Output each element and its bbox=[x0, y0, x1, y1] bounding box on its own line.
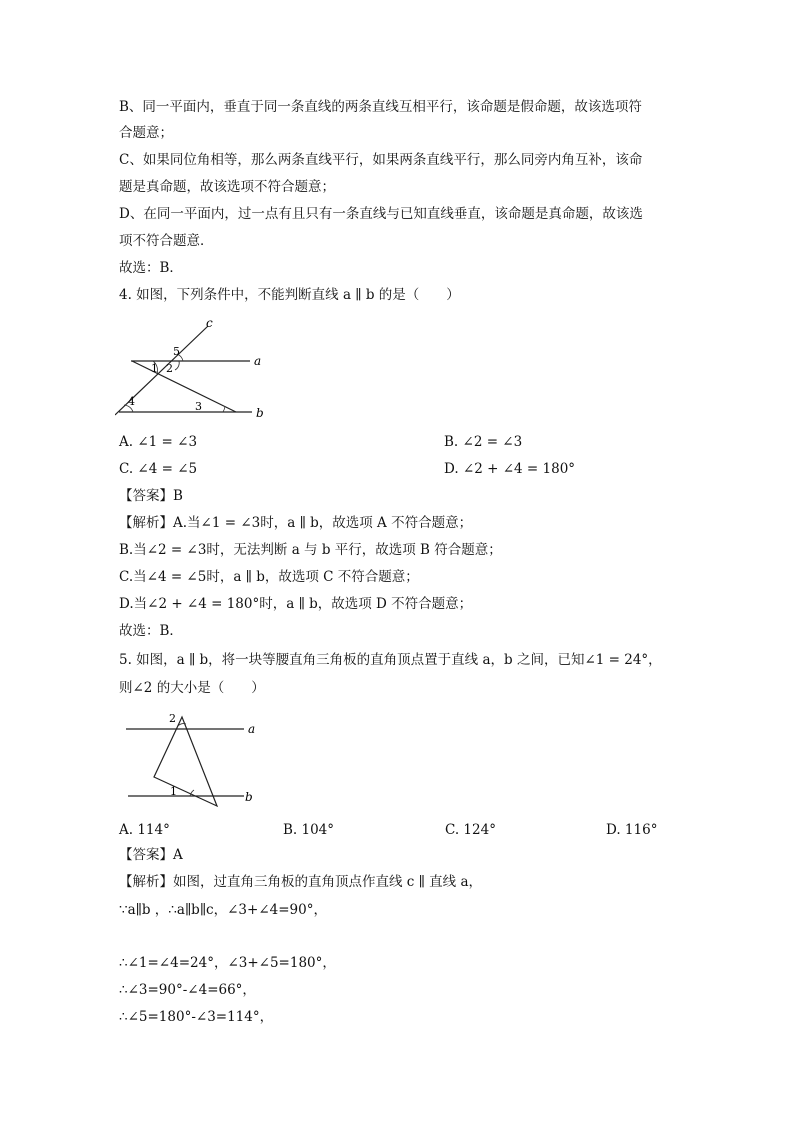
question-5-figure bbox=[120, 708, 270, 812]
q5-option-a: A. 114° bbox=[119, 822, 170, 838]
q5-option-b: B. 104° bbox=[283, 822, 335, 838]
question-4-stem: 4. 如图，下列条件中，不能判断直线 a ∥ b 的是（ ） bbox=[119, 287, 460, 303]
question-4-figure bbox=[115, 312, 275, 424]
label-angle-3: 3 bbox=[195, 400, 202, 413]
analysis-choice: 故选：B． bbox=[119, 260, 183, 276]
q5-answer: 【答案】A bbox=[119, 847, 183, 863]
q5-analysis-line3: ∴∠1=∠4=24°，∠3+∠5=180°， bbox=[119, 955, 336, 971]
label-angle-5: 5 bbox=[173, 345, 180, 358]
label-angle-1: 1 bbox=[170, 785, 177, 798]
analysis-option-b-line2: 合题意； bbox=[119, 125, 173, 141]
label-a: a bbox=[248, 722, 256, 736]
label-b: b bbox=[256, 406, 264, 420]
label-angle-1: 1 bbox=[151, 362, 158, 375]
label-c: c bbox=[206, 316, 213, 330]
analysis-option-c-line1: C、如果同位角相等，那么两条直线平行，如果两条直线平行，那么同旁内角互补，该命 bbox=[119, 152, 643, 168]
triangle-ruler bbox=[154, 717, 217, 806]
analysis-option-d-line1: D、在同一平面内，过一点有且只有一条直线与已知直线垂直，该命题是真命题，故该选 bbox=[119, 206, 643, 222]
q4-analysis-line2: B.当∠2 = ∠3时，无法判断 a 与 b 平行，故选项 B 符合题意； bbox=[119, 542, 502, 558]
q4-analysis-line5: 故选：B． bbox=[119, 623, 183, 639]
crossing-line bbox=[132, 361, 236, 412]
q4-analysis-line4: D.当∠2 + ∠4 = 180°时，a ∥ b，故选项 D 不符合题意； bbox=[119, 596, 473, 612]
question-5-stem-line1: 5. 如图，a ∥ b，将一块等腰直角三角板的直角顶点置于直线 a，b 之间，已知∠1 = 24°， bbox=[119, 652, 662, 668]
analysis-option-c-line2: 题是真命题，故该选项不符合题意； bbox=[119, 179, 335, 195]
q5-analysis-line2: ∵a∥b ，∴a∥b∥c，∠3+∠4=90°， bbox=[119, 902, 327, 918]
angle-2-arc bbox=[175, 361, 179, 370]
q5-analysis-line4: ∴∠3=90°-∠4=66°， bbox=[119, 982, 256, 998]
q5-option-c: C. 124° bbox=[445, 822, 496, 838]
question-5-stem-line2: 则∠2 的大小是（ ） bbox=[119, 680, 265, 696]
label-b: b bbox=[245, 790, 253, 804]
q5-analysis-line1: 【解析】如图，过直角三角板的直角顶点作直线 c ∥ 直线 a， bbox=[119, 874, 483, 890]
q4-option-d: D. ∠2 + ∠4 = 180° bbox=[444, 461, 576, 477]
q4-option-c: C. ∠4 = ∠5 bbox=[119, 461, 198, 477]
q4-answer: 【答案】B bbox=[119, 488, 183, 504]
q4-option-b: B. ∠2 = ∠3 bbox=[444, 434, 523, 450]
analysis-option-d-line2: 项不符合题意． bbox=[119, 233, 214, 249]
label-angle-2: 2 bbox=[169, 712, 176, 725]
q5-option-d: D. 116° bbox=[606, 822, 658, 838]
q5-analysis-line5: ∴∠5=180°-∠3=114°， bbox=[119, 1009, 274, 1025]
q4-option-a: A. ∠1 = ∠3 bbox=[119, 434, 198, 450]
q4-analysis-line1: 【解析】A.当∠1 = ∠3时，a ∥ b，故选项 A 不符合题意； bbox=[119, 515, 473, 531]
analysis-option-b-line1: B、同一平面内，垂直于同一条直线的两条直线互相平行，该命题是假命题，故该选项符 bbox=[119, 99, 642, 115]
label-a: a bbox=[254, 354, 262, 368]
label-angle-2: 2 bbox=[166, 362, 173, 375]
angle-3-arc bbox=[223, 406, 225, 412]
label-angle-4: 4 bbox=[128, 395, 135, 408]
q4-analysis-line3: C.当∠4 = ∠5时，a ∥ b，故选项 C 不符合题意； bbox=[119, 569, 419, 585]
